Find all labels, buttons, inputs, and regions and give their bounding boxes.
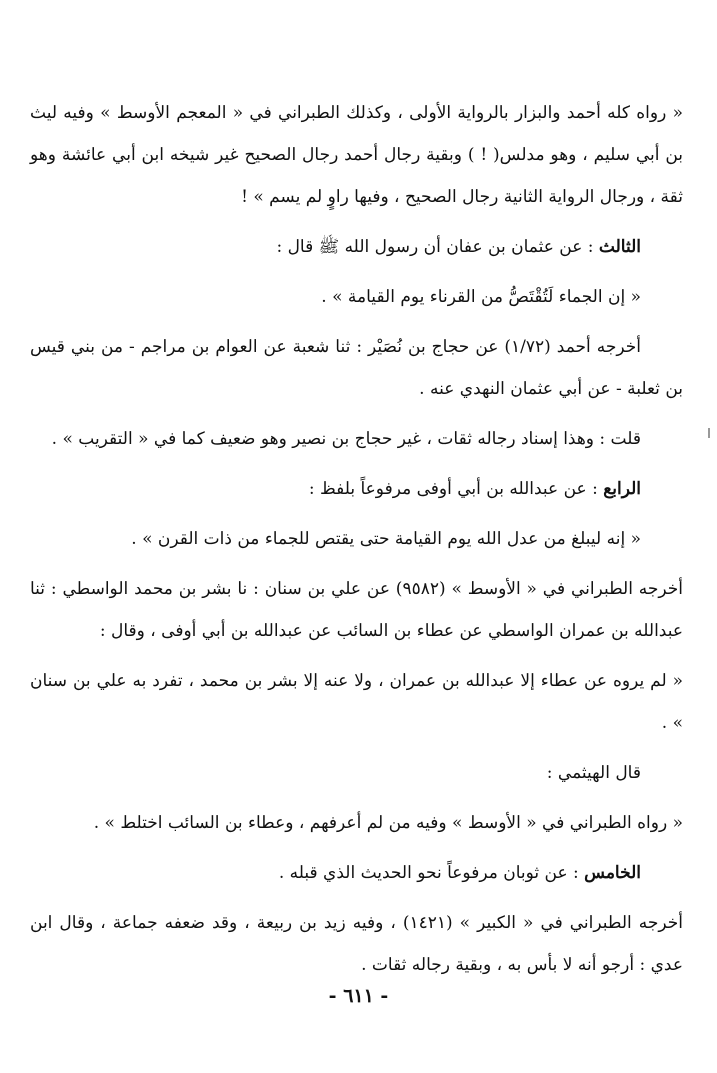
paragraph-text: قال الهيثمي :	[546, 763, 641, 783]
paragraph-3	[30, 276, 683, 318]
paragraph-8	[30, 568, 683, 652]
paragraph-text: أخرجه الطبراني في « الأوسط » (٩٥٨٢) عن علي بن سنان : نا بشر بن محمد الواسطي : ثنا عبدالله بن عمران الواسطي عن عطاء بن السائب عن عبدالله بن أبي أوفى ، وقال :	[30, 579, 683, 641]
paragraph-11	[30, 802, 683, 844]
paragraph-10	[30, 752, 683, 794]
paragraph-text: « إن الجماء لَتُقْتَصُّ من القرناء يوم القيامة » .	[321, 287, 641, 307]
margin-mark	[708, 428, 710, 438]
paragraph-text: « إنه ليبلغ من عدل الله يوم القيامة حتى يقتص للجماء من ذات القرن » .	[131, 529, 641, 549]
paragraph-text: : عن عبدالله بن أبي أوفى مرفوعاً بلفظ :	[308, 479, 604, 499]
paragraph-1	[30, 92, 683, 218]
paragraph-9	[30, 660, 683, 744]
section-heading-fifth: الخامس	[584, 863, 641, 883]
paragraph-7	[30, 518, 683, 560]
paragraph-6	[30, 468, 683, 510]
section-heading-fourth: الرابع	[603, 479, 641, 499]
section-heading-third: الثالث	[598, 237, 641, 257]
paragraph-12	[30, 852, 683, 894]
paragraph-text: « لم يروه عن عطاء إلا عبدالله بن عمران ، ولا عنه إلا بشر بن محمد ، تفرد به علي بن سنان » .	[30, 671, 683, 733]
page-body	[30, 92, 683, 994]
paragraph-text: أخرجه الطبراني في « الكبير » (١٤٢١) ، وفيه زيد بن ربيعة ، وقد ضعفه جماعة ، وقال ابن عدي : أرجو أنه لا بأس به ، وبقية رجاله ثقات .	[30, 913, 683, 975]
paragraph-text: « رواه الطبراني في « الأوسط » وفيه من لم أعرفهم ، وعطاء بن السائب اختلط » .	[93, 813, 683, 833]
paragraph-5	[30, 418, 683, 460]
paragraph-text: : عن عثمان بن عفان أن رسول الله ﷺ قال :	[276, 237, 599, 257]
paragraph-4	[30, 326, 683, 410]
paragraph-13	[30, 902, 683, 986]
paragraph-text: « رواه كله أحمد والبزار بالرواية الأولى ، وكذلك الطبراني في « المعجم الأوسط » وفيه ليث بن أبي سليم ، وهو مدلس( ! ) وبقية رجال أحمد رجال الصحيح غير شيخه ابن أبي عائشة وهو ثقة ، ورجال الرواية الثانية رجال الصحيح ، وفيها راوٍ لم يسم » !	[30, 103, 683, 207]
page-number: - ٦١١ -	[328, 985, 389, 1007]
paragraph-text: أخرجه أحمد (١/٧٢) عن حجاج بن نُصَيْر : ثنا شعبة عن العوام بن مراجم - من بني قيس بن ثعلبة - عن أبي عثمان النهدي عنه .	[30, 337, 683, 399]
paragraph-text: : عن ثوبان مرفوعاً نحو الحديث الذي قبله .	[278, 863, 585, 883]
paragraph-text: قلت : وهذا إسناد رجاله ثقات ، غير حجاج بن نصير وهو ضعيف كما في « التقريب » .	[51, 429, 641, 449]
paragraph-2	[30, 226, 683, 268]
